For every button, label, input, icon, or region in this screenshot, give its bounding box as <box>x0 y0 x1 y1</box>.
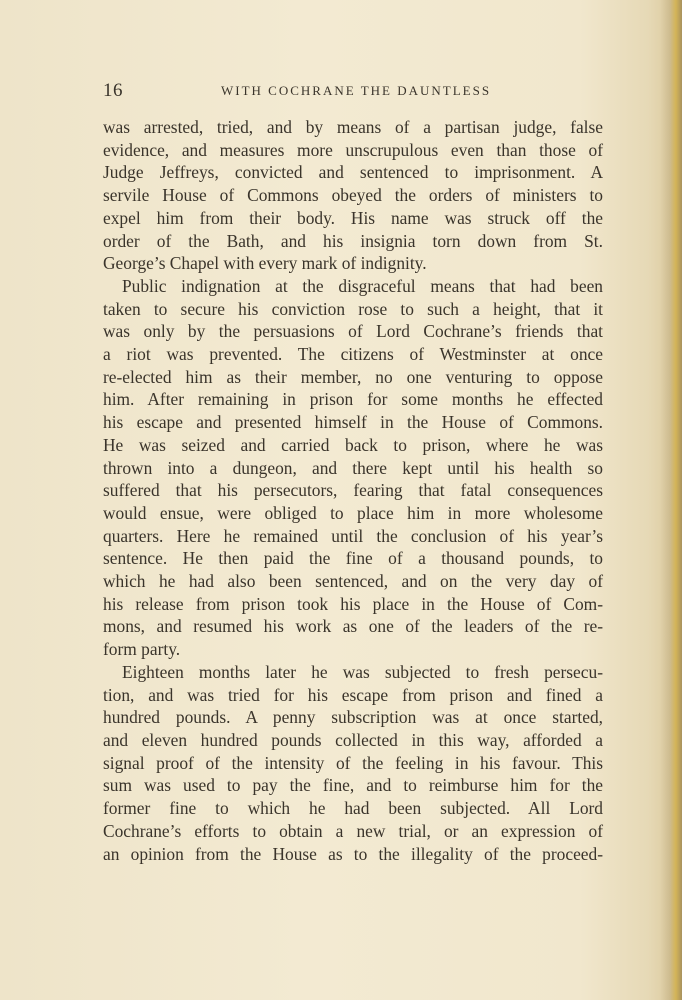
text-line: George’s Chapel with every mark of indignity. <box>103 253 427 274</box>
text-line: was only by the persuasions of Lord Cochrane’s friends that <box>103 321 603 342</box>
text-line: Public indignation at the disgraceful means that had been <box>122 275 603 296</box>
text-line: Judge Jeffreys, convicted and sentenced to imprisonment. A <box>103 162 603 183</box>
text-line: a riot was prevented. The citizens of Westminster at once <box>103 344 603 365</box>
page-edge-shadow <box>660 0 682 1000</box>
body-text <box>103 116 603 865</box>
text-line: sum was used to pay the fine, and to reimburse him for the <box>103 775 603 796</box>
text-line: which he had also been sentenced, and on the very day of <box>103 571 603 592</box>
text-line: former fine to which he had been subjected. All Lord <box>103 798 603 819</box>
text-line: him. After remaining in prison for some months he effected <box>103 389 603 410</box>
text-line: order of the Bath, and his insignia torn down from St. <box>103 230 603 251</box>
text-line: re-elected him as their member, no one venturing to oppose <box>103 366 603 387</box>
text-line: was arrested, tried, and by means of a partisan judge, false <box>103 117 603 137</box>
running-head: WITH COCHRANE THE DAUNTLESS <box>221 83 492 98</box>
text-line: and eleven hundred pounds collected in this way, afforded a <box>103 729 603 750</box>
text-line: an opinion from the House as to the illegality of the proceed- <box>103 843 603 864</box>
text-line: Cochrane’s efforts to obtain a new trial, or an expression of <box>103 820 603 841</box>
text-line: evidence, and measures more unscrupulous even than those of <box>103 139 603 160</box>
text-line: servile House of Commons obeyed the orders of ministers to <box>103 185 603 206</box>
text-line: sentence. He then paid the fine of a thousand pounds, to <box>103 548 603 569</box>
text-line: hundred pounds. A penny subscription was at once started, <box>103 707 603 728</box>
text-line: He was seized and carried back to prison, where he was <box>103 434 603 455</box>
text-line: taken to secure his conviction rose to such a height, that it <box>103 298 603 319</box>
text-line: thrown into a dungeon, and there kept until his health so <box>103 457 603 478</box>
page-number: 16 <box>103 80 123 101</box>
text-line: his release from prison took his place in the House of Com- <box>103 593 603 614</box>
text-line: expel him from their body. His name was struck off the <box>103 207 603 228</box>
paragraph-2 <box>103 275 603 661</box>
text-line: signal proof of the intensity of the feeling in his favour. This <box>103 752 603 773</box>
paragraph-1 <box>103 116 603 275</box>
text-line: suffered that his persecutors, fearing that fatal consequences <box>103 480 603 501</box>
text-line: mons, and resumed his work as one of the leaders of the re- <box>103 616 603 637</box>
paragraph-3 <box>103 661 603 865</box>
text-line: quarters. Here he remained until the conclusion of his year’s <box>103 525 603 546</box>
text-line: form party. <box>103 639 181 660</box>
page-header <box>103 80 603 104</box>
text-line: would ensue, were obliged to place him in more wholesome <box>103 502 603 523</box>
text-line: tion, and was tried for his escape from prison and fined a <box>103 684 603 705</box>
text-line: his escape and presented himself in the House of Commons. <box>103 412 603 433</box>
text-line: Eighteen months later he was subjected to fresh persecu- <box>122 661 603 682</box>
